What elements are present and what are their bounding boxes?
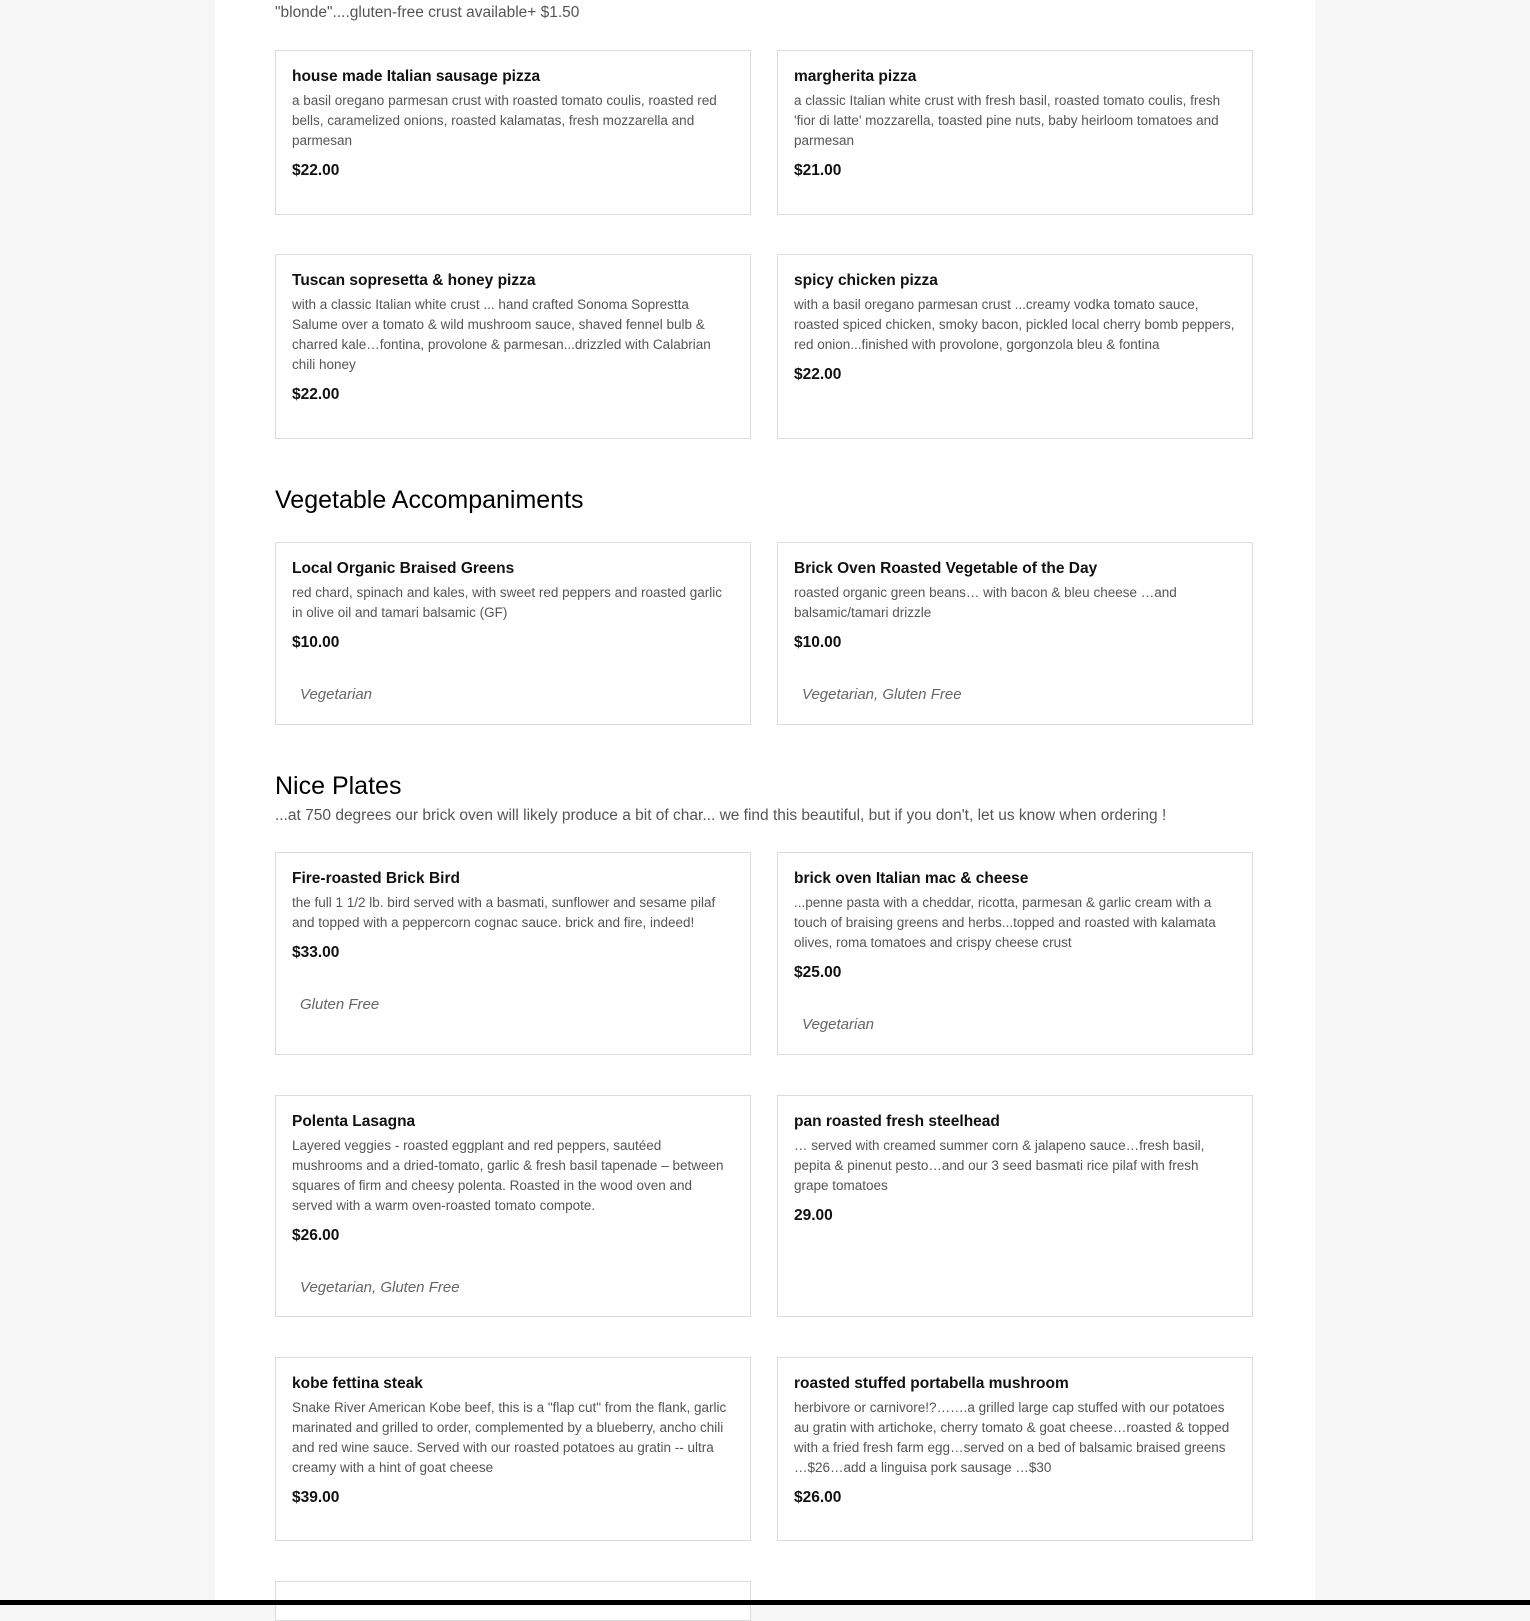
menu-item-name: Local Organic Braised Greens xyxy=(292,560,515,577)
menu-item-description: herbivore or carnivore!?…….a grilled large cap stuffed with our potatoes au gratin with artichoke, cherry tomato & goat cheese…roasted & topped with a fried fresh farm egg…served on a bed of balsamic braised greens …$26…add a linguisa pork sausage …$30 xyxy=(794,1400,1230,1475)
menu-item-description: Layered veggies - roasted eggplant and red peppers, sautéed mushrooms and a dried-tomato, garlic & fresh basil tapenade – between squares of firm and cheesy polenta. Roasted in the wood oven and served with a warm oven-roasted tomato compote. xyxy=(292,1138,724,1213)
dietary-tags: Vegetarian, Gluten Free xyxy=(802,686,962,703)
section-note: ...at 750 degrees our brick oven will likely produce a bit of char... we find this beautiful, but if you don't, let us know when ordering ! xyxy=(275,807,1167,824)
menu-item-card[interactable] xyxy=(777,542,1253,725)
menu-item-name: margherita pizza xyxy=(794,68,917,85)
menu-item-price: $10.00 xyxy=(292,634,340,651)
menu-item-card[interactable] xyxy=(275,852,751,1055)
menu-item-price: $33.00 xyxy=(292,944,340,961)
menu-item-card[interactable] xyxy=(275,254,751,439)
menu-item-name: Fire-roasted Brick Bird xyxy=(292,870,460,887)
menu-item-price: $22.00 xyxy=(794,366,842,383)
menu-item-name: house made Italian sausage pizza xyxy=(292,68,541,85)
menu-item-name: kobe fettina steak xyxy=(292,1375,423,1392)
menu-page xyxy=(215,0,1315,1605)
menu-item-card[interactable] xyxy=(777,1357,1253,1541)
bottom-edge-bar xyxy=(0,1600,1530,1605)
menu-item-description: with a basil oregano parmesan crust ...creamy vodka tomato sauce, roasted spiced chicken, smoky bacon, pickled local cherry bomb peppers, red onion...finished with provolone, gorgonzola bleu & fontina xyxy=(794,297,1235,352)
menu-item-price: $10.00 xyxy=(794,634,842,651)
menu-item-description: red chard, spinach and kales, with sweet red peppers and roasted garlic in olive oil and tamari balsamic (GF) xyxy=(292,585,722,620)
menu-item-name: spicy chicken pizza xyxy=(794,272,938,289)
menu-item-name: pan roasted fresh steelhead xyxy=(794,1113,1000,1130)
menu-item-card[interactable] xyxy=(777,852,1253,1055)
menu-item-card[interactable] xyxy=(777,1095,1253,1317)
menu-item-description: … served with creamed summer corn & jalapeno sauce…fresh basil, pepita & pinenut pesto…and our 3 seed basmati rice pilaf with fresh grape tomatoes xyxy=(794,1138,1205,1193)
dietary-tags: Vegetarian xyxy=(802,1016,874,1033)
menu-item-card[interactable] xyxy=(275,1095,751,1317)
dietary-tags: Vegetarian, Gluten Free xyxy=(300,1279,460,1296)
menu-item-price: 29.00 xyxy=(794,1207,833,1224)
menu-item-price: $25.00 xyxy=(794,964,842,981)
menu-item-description: a basil oregano parmesan crust with roasted tomato coulis, roasted red bells, caramelized onions, roasted kalamatas, fresh mozzarella and parmesan xyxy=(292,93,717,148)
menu-item-description: roasted organic green beans… with bacon & bleu cheese …and balsamic/tamari drizzle xyxy=(794,585,1177,620)
menu-item-price: $39.00 xyxy=(292,1489,340,1506)
menu-item-name: Tuscan sopresetta & honey pizza xyxy=(292,272,536,289)
menu-item-card[interactable] xyxy=(777,50,1253,215)
menu-item-name: brick oven Italian mac & cheese xyxy=(794,870,1029,887)
section-title-nice-plates: Nice Plates xyxy=(275,772,402,800)
menu-item-price: $26.00 xyxy=(794,1489,842,1506)
menu-item-price: $21.00 xyxy=(794,162,842,179)
menu-item-card[interactable] xyxy=(275,542,751,725)
menu-item-price: $22.00 xyxy=(292,162,340,179)
menu-item-description: Snake River American Kobe beef, this is a "flap cut" from the flank, garlic marinated and grilled to order, complemented by a blueberry, ancho chili and red wine sauce. Served with our roasted potatoes au gratin -- ultra creamy with a hint of goat cheese xyxy=(292,1400,727,1475)
section-title-vegetables: Vegetable Accompaniments xyxy=(275,486,584,514)
menu-item-price: $22.00 xyxy=(292,386,340,403)
menu-item-description: ...penne pasta with a cheddar, ricotta, parmesan & garlic cream with a touch of braising greens and herbs...topped and roasted with kalamata olives, roma tomatoes and crispy cheese crust xyxy=(794,895,1216,950)
dietary-tags: Vegetarian xyxy=(300,686,372,703)
menu-item-name: Brick Oven Roasted Vegetable of the Day xyxy=(794,560,1098,577)
menu-item-description: with a classic Italian white crust ... hand crafted Sonoma Soprestta Salume over a tomato & wild mushroom sauce, shaved fennel bulb & charred kale…fontina, provolone & parmesan...drizzled with Calabrian chili honey xyxy=(292,297,711,372)
menu-item-card[interactable] xyxy=(275,1357,751,1541)
menu-item-price: $26.00 xyxy=(292,1227,340,1244)
dietary-tags: Gluten Free xyxy=(300,996,380,1013)
menu-item-name: roasted stuffed portabella mushroom xyxy=(794,1375,1069,1392)
crust-note: "blonde"....gluten-free crust available+ $1.50 xyxy=(275,4,580,21)
menu-item-description: the full 1 1/2 lb. bird served with a basmati, sunflower and sesame pilaf and topped with a peppercorn cognac sauce. brick and fire, indeed! xyxy=(292,895,716,930)
menu-item-card[interactable] xyxy=(275,50,751,215)
menu-item-name: Polenta Lasagna xyxy=(292,1113,416,1130)
menu-item-card[interactable] xyxy=(777,254,1253,439)
menu-item-description: a classic Italian white crust with fresh basil, roasted tomato coulis, fresh 'fior di latte' mozzarella, toasted pine nuts, baby heirloom tomatoes and parmesan xyxy=(794,93,1221,148)
